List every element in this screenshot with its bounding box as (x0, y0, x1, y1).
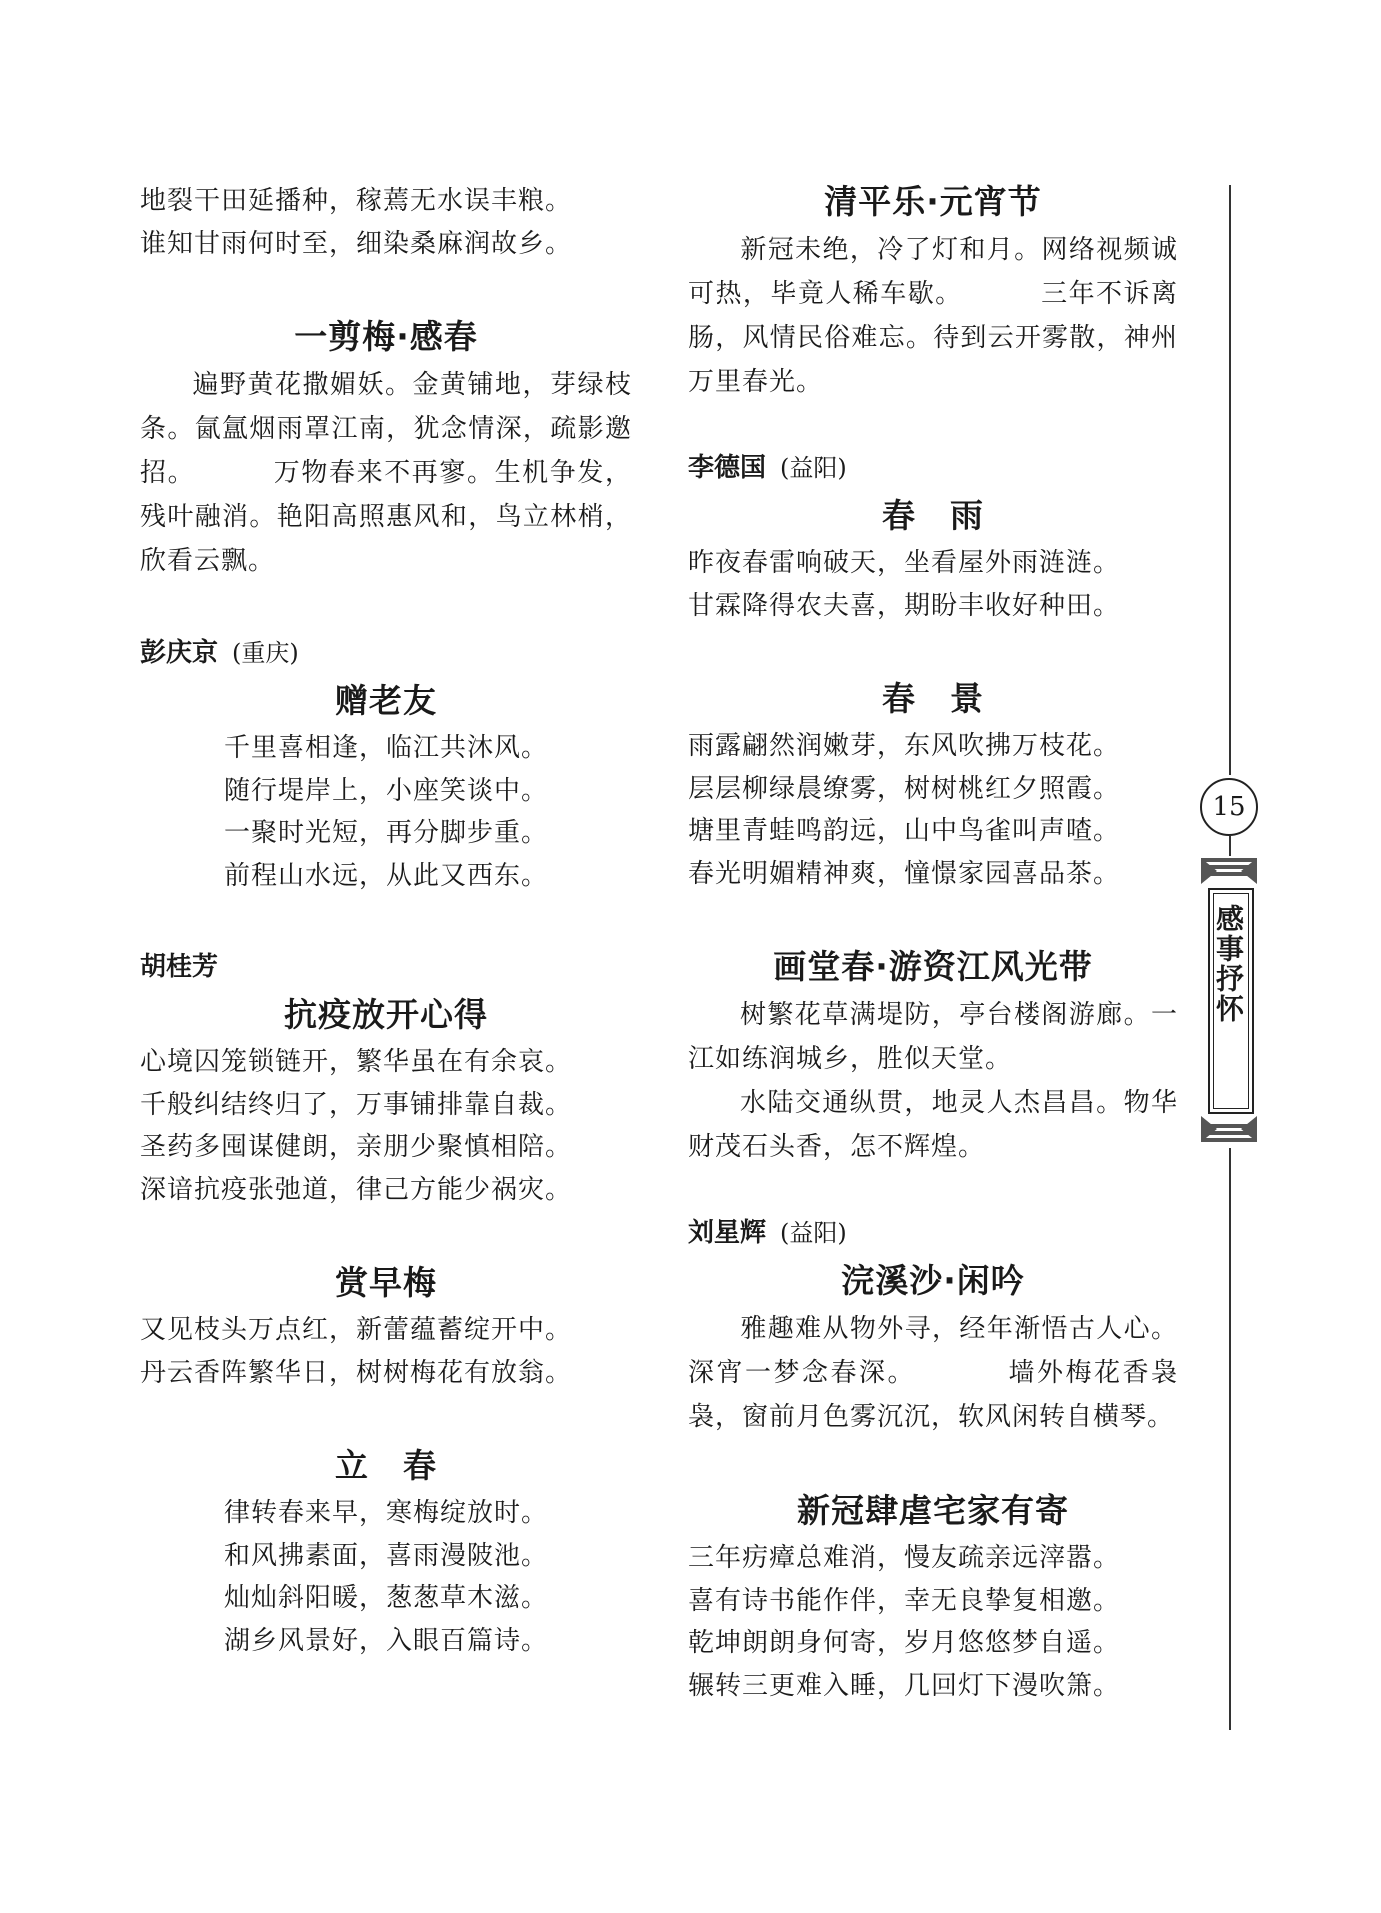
poem-body (140, 363, 632, 583)
poem-title: 赏早梅 (335, 1263, 437, 1302)
author-line (140, 633, 632, 673)
verse-line: 谁知甘雨何时至，细染桑麻润故乡。 (140, 228, 573, 259)
poem-title: 春 景 (882, 679, 984, 718)
verse-line: 地裂干田延播种，稼蔫无水误丰粮。 (140, 186, 573, 216)
poem-title: 浣溪沙·闲吟 (841, 1261, 1025, 1300)
author-name: 胡桂芳 (140, 952, 219, 982)
verse-line: 湖乡风景好，入眼百篇诗。 (223, 1625, 548, 1656)
poem-title: 清平乐·元宵节 (824, 182, 1042, 221)
verse-line: 又见枝头万点红，新蕾蕴蓄绽开中。 (140, 1315, 573, 1345)
verse-line: 昨夜春雷响破天，坐看屋外雨涟涟。 (688, 548, 1121, 578)
poem-qingpingle (688, 180, 1178, 404)
left-column (140, 180, 632, 1662)
margin-rule-top (1229, 185, 1231, 775)
page-number: 15 (1200, 778, 1258, 836)
poem-stanza-1: 遍野黄花撒媚妖。金黄铺地，芽绿枝条。氤氲烟雨罩江南，犹念情深，疏影邀招。 (140, 370, 632, 488)
verse-line: 甘霖降得农夫喜，期盼丰收好种田。 (688, 590, 1121, 621)
poem-stanza-2: 三年不诉离肠，风情民俗难忘。待到云开雾散，神州万里春光。 (688, 279, 1178, 397)
author-place: (重庆) (232, 639, 299, 667)
verse-line: 丹云香阵繁华日，树树梅花有放翁。 (140, 1357, 573, 1388)
author-name: 李德国 (688, 453, 767, 483)
poem-shangzaomei (140, 1261, 632, 1394)
verse-line: 随行堤岸上，小座笑谈中。 (223, 775, 548, 806)
poem-continuation (140, 180, 632, 265)
verse-line: 前程山水远，从此又西东。 (223, 860, 548, 891)
poem-stanza-1: 雅趣难从物外寻，经年渐悟古人心。深宵一梦念春深。 (688, 1314, 1178, 1388)
author-place: (益阳) (780, 454, 847, 482)
author-name: 彭庆京 (140, 638, 219, 668)
author-place: (益阳) (780, 1219, 847, 1247)
verse-line: 辗转三更难入睡，几回灯下漫吹箫。 (688, 1670, 1121, 1701)
margin-rule-mid (1229, 836, 1231, 856)
verse-line: 春光明媚精神爽，憧憬家园喜品茶。 (688, 858, 1121, 889)
poem-huanxisha (688, 1259, 1178, 1439)
verse-line: 千般纠结终归了，万事铺排靠自裁。 (140, 1089, 573, 1120)
margin-rule-bottom (1229, 1148, 1231, 1730)
verse-line: 和风拂素面，喜雨漫陂池。 (223, 1540, 548, 1571)
verse-line: 喜有诗书能作伴，幸无良挚复相邀。 (688, 1585, 1121, 1616)
verse-line: 层层柳绿晨缭雾，树树桃红夕照霞。 (688, 773, 1121, 804)
author-line (688, 1213, 1178, 1253)
poem-stanza-2: 墙外梅花香袅袅，窗前月色雾沉沉，软风闲转自横琴。 (688, 1358, 1178, 1432)
poem-huatangchun (688, 945, 1178, 1169)
poem-title: 赠老友 (335, 681, 437, 720)
poem-body (688, 1307, 1178, 1439)
verse-line: 深谙抗疫张弛道，律己方能少祸灾。 (140, 1174, 573, 1205)
poem-stanza-1: 树繁花草满堤防，亭台楼阁游廊。一江如练润城乡，胜似天堂。 (688, 1000, 1178, 1074)
verse-line: 千里喜相逢，临江共沐风。 (223, 733, 548, 763)
author-name: 刘星辉 (688, 1218, 767, 1248)
verse-line: 雨露翩然润嫩芽，东风吹拂万枝花。 (688, 731, 1121, 761)
verse-line: 塘里青蛙鸣韵远，山中鸟雀叫声喳。 (688, 816, 1121, 846)
poem-lichun (140, 1444, 632, 1662)
verse-line: 三年疠瘴总难消，慢友疏亲远滓嚣。 (688, 1543, 1121, 1573)
poem-title: 新冠肆虐宅家有寄 (797, 1491, 1069, 1530)
poem-stanza-2: 万物春来不再寥。生机争发，残叶融消。艳阳高照惠风和，鸟立林梢，欣看云飘。 (140, 458, 632, 576)
verse-line: 乾坤朗朗身何寄，岁月悠悠梦自遥。 (688, 1628, 1121, 1658)
poem-title: 一剪梅·感春 (294, 317, 478, 356)
poem-title: 抗疫放开心得 (284, 995, 488, 1034)
poem-stanza-1: 新冠未绝，冷了灯和月。网络视频诚可热，毕竟人稀车歇。 (688, 235, 1178, 309)
poem-zenglaoyou (140, 679, 632, 897)
poem-chunjing (688, 677, 1178, 895)
poem-title: 春 雨 (882, 496, 984, 535)
poem-kangyi (140, 993, 632, 1211)
section-label-box (1208, 888, 1254, 1114)
author-line (140, 947, 632, 987)
poem-yijianmei (140, 315, 632, 583)
section-band-bottom (1201, 1114, 1257, 1144)
verse-line: 一聚时光短，再分脚步重。 (223, 818, 548, 848)
poem-body (688, 993, 1178, 1169)
author-line (688, 448, 1178, 488)
section-band-top (1201, 856, 1257, 886)
poem-title: 立 春 (335, 1446, 437, 1485)
poem-title: 画堂春·游资江风光带 (773, 947, 1093, 986)
poem-body (688, 228, 1178, 404)
verse-line: 律转春来早，寒梅绽放时。 (223, 1498, 548, 1528)
verse-line: 灿灿斜阳暖，葱葱草木滋。 (223, 1583, 548, 1613)
verse-line: 心境囚笼锁链开，繁华虽在有余哀。 (140, 1047, 573, 1077)
section-label: 感事抒怀 (1212, 904, 1245, 1024)
right-column (688, 180, 1178, 1707)
verse-line: 圣药多囤谋健朗，亲朋少聚慎相陪。 (140, 1132, 573, 1162)
poem-xinguan (688, 1489, 1178, 1707)
poem-stanza-2: 水陆交通纵贯，地灵人杰昌昌。物华财茂石头香，怎不辉煌。 (688, 1088, 1178, 1162)
poem-chunyu (688, 494, 1178, 627)
